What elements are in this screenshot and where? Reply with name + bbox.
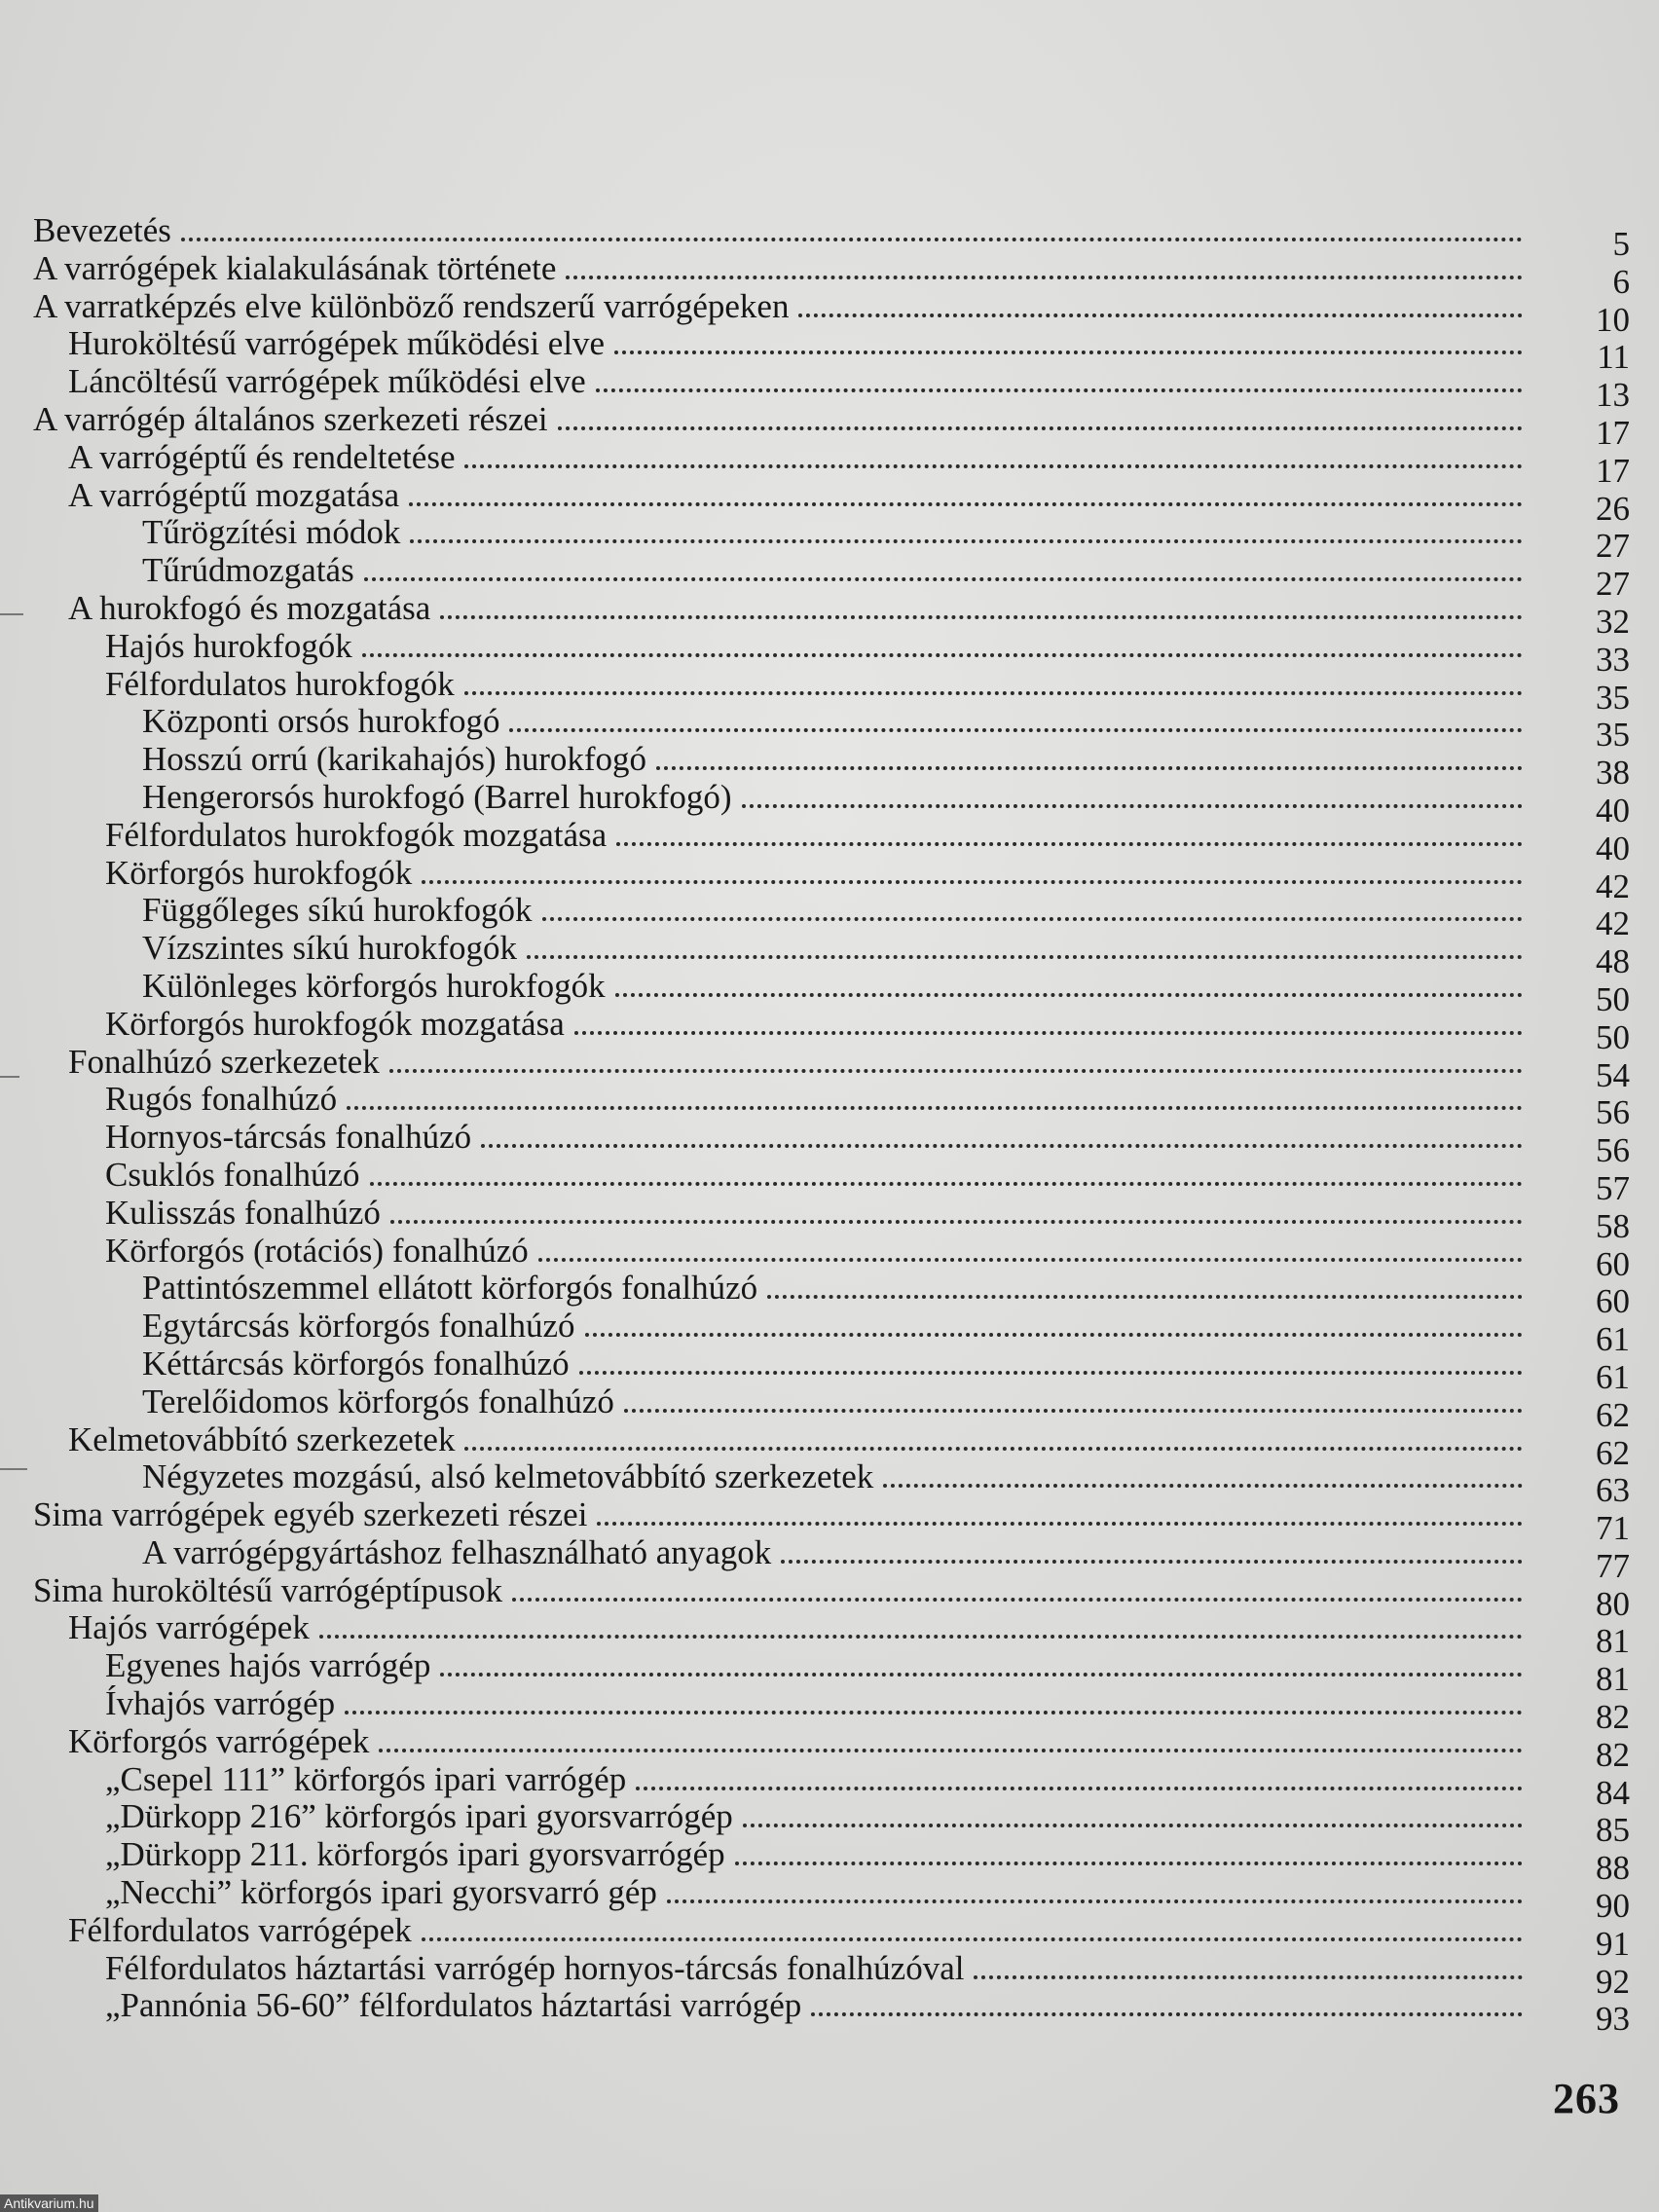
toc-entry-line: [142, 1308, 1523, 1346]
toc-entry: [33, 1231, 1630, 1283]
dot-leader: [781, 1534, 1523, 1564]
toc-entry: [33, 1986, 1630, 2039]
toc-entry-line: [105, 666, 1523, 704]
toc-entry: [33, 286, 1630, 339]
toc-entry-page: 6: [1612, 262, 1630, 301]
toc-entry-title: Különleges körforgós hurokfogók: [142, 966, 606, 1005]
dot-leader: [636, 1761, 1523, 1790]
toc-entry-page: 82: [1596, 1698, 1630, 1737]
toc-entry: [33, 891, 1630, 943]
toc-entry-page: 33: [1596, 640, 1630, 679]
toc-entry-line: [105, 855, 1523, 893]
dot-leader: [464, 1421, 1523, 1451]
toc-entry-line: [142, 892, 1523, 930]
toc-entry-title: Körforgós (rotációs) fonalhúzó: [105, 1231, 529, 1270]
toc-entry-line: [105, 817, 1523, 855]
dot-leader: [743, 1798, 1523, 1827]
dot-leader: [558, 401, 1523, 430]
toc-entry: [33, 1004, 1630, 1056]
toc-entry: [33, 1873, 1630, 1926]
toc-entry-page: 90: [1596, 1887, 1630, 1926]
dot-leader: [464, 666, 1523, 695]
toc-entry: [33, 740, 1630, 793]
table-of-contents: [33, 211, 1630, 2039]
margin-mark: [0, 613, 23, 615]
toc-entry-title: „Dürkopp 211. körforgós ipari gyorsvarrógép: [105, 1835, 725, 1874]
toc-entry-title: Hajós varrógépek: [68, 1608, 310, 1647]
toc-entry-line: [142, 1346, 1523, 1383]
toc-entry: [33, 1269, 1630, 1321]
toc-entry-title: „Csepel 111” körforgós ipari varrógép: [105, 1759, 627, 1798]
toc-entry-line: [33, 401, 1523, 439]
toc-entry-page: 35: [1596, 716, 1630, 755]
toc-entry-page: 77: [1596, 1546, 1630, 1585]
toc-entry-title: Tűrúdmozgatás: [142, 551, 354, 590]
dot-leader: [512, 1572, 1523, 1602]
toc-entry-page: 63: [1596, 1471, 1630, 1510]
dot-leader: [364, 552, 1523, 581]
toc-entry-line: [142, 514, 1523, 552]
toc-entry: [33, 399, 1630, 452]
toc-entry-line: [68, 1421, 1523, 1459]
toc-entry-line: [142, 1270, 1523, 1308]
toc-entry-title: Egytárcsás körforgós fonalhúzó: [142, 1307, 575, 1346]
toc-entry-line: [33, 288, 1523, 326]
dot-leader: [181, 212, 1523, 241]
toc-entry-line: [142, 1458, 1523, 1496]
toc-entry: [33, 248, 1630, 301]
dot-leader: [422, 1912, 1523, 1941]
dot-leader: [422, 855, 1523, 884]
toc-entry-page: 38: [1596, 754, 1630, 793]
toc-entry-page: 62: [1596, 1433, 1630, 1472]
toc-entry-title: Ívhajós varrógép: [105, 1684, 336, 1723]
toc-entry-page: 40: [1596, 791, 1630, 830]
toc-entry-page: 5: [1612, 225, 1630, 263]
toc-entry-page: 26: [1596, 489, 1630, 528]
toc-entry-page: 11: [1597, 338, 1630, 377]
toc-entry-line: [142, 930, 1523, 968]
toc-entry-line: [105, 1987, 1523, 2025]
toc-entry-line: [142, 703, 1523, 741]
toc-entry-line: [105, 1006, 1523, 1044]
toc-entry-title: Tűrögzítési módok: [142, 513, 401, 552]
toc-entry-page: 13: [1596, 376, 1630, 415]
watermark: Antikvarium.hu: [0, 2194, 98, 2212]
dot-leader: [615, 968, 1523, 997]
toc-entry-line: [105, 1647, 1523, 1685]
toc-entry-title: Fonalhúzó szerkezetek: [68, 1042, 380, 1081]
toc-entry-page: 56: [1596, 1093, 1630, 1132]
dot-leader: [362, 628, 1523, 657]
toc-entry-page: 32: [1596, 602, 1630, 641]
toc-entry-page: 82: [1596, 1735, 1630, 1774]
toc-entry: [33, 1797, 1630, 1850]
toc-entry-page: 40: [1596, 829, 1630, 867]
toc-entry: [33, 1721, 1630, 1774]
toc-entry: [33, 1457, 1630, 1510]
toc-entry-line: [142, 1383, 1523, 1421]
toc-entry-title: Központi orsós hurokfogó: [142, 702, 500, 741]
toc-entry-page: 81: [1596, 1660, 1630, 1699]
toc-entry: [33, 626, 1630, 679]
toc-entry: [33, 1910, 1630, 1963]
toc-entry-page: 50: [1596, 979, 1630, 1018]
toc-entry: [33, 513, 1630, 566]
toc-entry-page: 58: [1596, 1206, 1630, 1245]
toc-entry: [33, 437, 1630, 490]
toc-entry-title: Huroköltésű varrógépek működési elve: [68, 324, 606, 363]
dot-leader: [974, 1950, 1523, 1979]
toc-entry: [33, 1080, 1630, 1132]
toc-entry-line: [68, 325, 1523, 363]
toc-entry: [33, 1155, 1630, 1207]
toc-entry-title: Láncöltésű varrógépek működési elve: [68, 362, 586, 401]
toc-entry-page: 60: [1596, 1244, 1630, 1283]
toc-entry-page: 61: [1596, 1357, 1630, 1396]
toc-entry-title: A varratképzés elve különböző rendszerű varrógépeken: [33, 286, 790, 325]
toc-entry: [33, 324, 1630, 377]
dot-leader: [527, 930, 1523, 959]
toc-entry-title: Hengerorsós hurokfogó (Barrel hurokfogó): [142, 777, 732, 816]
toc-entry: [33, 211, 1630, 263]
dot-leader: [811, 1987, 1523, 2016]
toc-entry-title: A varrógép általános szerkezeti részei: [33, 399, 548, 438]
toc-entry-line: [33, 212, 1523, 250]
toc-entry-title: Sima varrógépek egyéb szerkezeti részei: [33, 1495, 588, 1534]
toc-entry: [33, 551, 1630, 604]
toc-entry-page: 60: [1596, 1282, 1630, 1321]
toc-entry-line: [68, 1609, 1523, 1647]
toc-entry: [33, 815, 1630, 867]
toc-entry: [33, 1193, 1630, 1245]
toc-entry-page: 81: [1596, 1622, 1630, 1661]
toc-entry: [33, 929, 1630, 981]
toc-entry: [33, 1532, 1630, 1585]
toc-entry-line: [68, 439, 1523, 477]
toc-entry-page: 48: [1596, 942, 1630, 981]
toc-entry-title: A varrógéptű mozgatása: [68, 475, 400, 514]
toc-entry-title: Sima huroköltésű varrógéptípusok: [33, 1570, 503, 1609]
dot-leader: [390, 1195, 1523, 1224]
toc-entry-line: [68, 590, 1523, 628]
toc-entry-page: 92: [1596, 1962, 1630, 2001]
toc-entry-page: 91: [1596, 1924, 1630, 1963]
toc-entry-title: Egyenes hajós varrógép: [105, 1646, 431, 1685]
toc-entry-line: [105, 1119, 1523, 1157]
toc-entry-line: [142, 1534, 1523, 1572]
toc-entry-title: A varrógéptű és rendeltetése: [68, 437, 456, 476]
toc-entry-page: 35: [1596, 678, 1630, 717]
toc-entry: [33, 1759, 1630, 1812]
toc-entry-title: Terelőidomos körforgós fonalhúzó: [142, 1382, 614, 1420]
toc-entry-line: [105, 628, 1523, 666]
toc-entry-page: 71: [1596, 1509, 1630, 1548]
toc-entry: [33, 966, 1630, 1018]
toc-entry-line: [105, 1195, 1523, 1233]
toc-entry-line: [105, 1081, 1523, 1119]
page-number: 263: [1553, 2075, 1620, 2122]
toc-entry-title: Kelmetovábbító szerkezetek: [68, 1419, 456, 1458]
dot-leader: [735, 1836, 1523, 1865]
toc-entry-title: Hornyos-tárcsás fonalhúzó: [105, 1118, 472, 1157]
toc-entry: [33, 1419, 1630, 1472]
toc-entry-page: 42: [1596, 904, 1630, 943]
toc-entry-title: Vízszintes síkú hurokfogók: [142, 929, 517, 968]
toc-entry-title: A hurokfogó és mozgatása: [68, 588, 431, 627]
toc-entry-title: „Dürkopp 216” körforgós ipari gyorsvarrógép: [105, 1797, 733, 1836]
dot-leader: [656, 741, 1523, 770]
dot-leader: [347, 1081, 1523, 1110]
toc-entry: [33, 588, 1630, 641]
toc-entry-page: 27: [1596, 527, 1630, 566]
toc-entry: [33, 1608, 1630, 1661]
toc-entry-line: [105, 1950, 1523, 1988]
toc-entry-page: 10: [1596, 300, 1630, 339]
toc-entry-title: Körforgós varrógépek: [68, 1721, 370, 1760]
toc-entry: [33, 664, 1630, 717]
toc-entry-title: Félfordulatos hurokfogók mozgatása: [105, 815, 608, 854]
toc-entry-title: „Pannónia 56-60” félfordulatos háztartási varrógép: [105, 1986, 802, 2025]
toc-entry: [33, 1307, 1630, 1359]
toc-entry-page: 88: [1596, 1849, 1630, 1888]
dot-leader: [667, 1874, 1523, 1903]
toc-entry-page: 85: [1596, 1811, 1630, 1850]
toc-entry-page: 61: [1596, 1320, 1630, 1359]
toc-entry-line: [142, 779, 1523, 817]
toc-entry-line: [105, 1836, 1523, 1874]
toc-entry: [33, 1495, 1630, 1548]
toc-entry-line: [33, 1572, 1523, 1610]
toc-entry-title: A varrógépgyártáshoz felhasználható anyagok: [142, 1532, 772, 1571]
toc-entry-page: 93: [1596, 2000, 1630, 2039]
toc-entry-line: [68, 1912, 1523, 1950]
toc-entry-page: 27: [1596, 565, 1630, 604]
dot-leader: [319, 1609, 1523, 1639]
toc-entry-line: [105, 1157, 1523, 1195]
toc-entry-title: Félfordulatos varrógépek: [68, 1910, 412, 1949]
toc-entry-title: Körforgós hurokfogók: [105, 853, 413, 892]
dot-leader: [409, 477, 1523, 506]
dot-leader: [596, 363, 1523, 392]
toc-entry-line: [105, 1685, 1523, 1723]
toc-entry: [33, 1684, 1630, 1737]
toc-entry-line: [142, 741, 1523, 779]
toc-entry-page: 17: [1596, 451, 1630, 490]
dot-leader: [542, 892, 1523, 921]
dot-leader: [481, 1119, 1523, 1148]
toc-entry-page: 42: [1596, 866, 1630, 905]
dot-leader: [579, 1346, 1523, 1375]
toc-entry-line: [105, 1233, 1523, 1271]
toc-entry-page: 62: [1596, 1395, 1630, 1434]
dot-leader: [410, 514, 1523, 543]
dot-leader: [574, 1006, 1523, 1035]
toc-entry: [33, 702, 1630, 755]
dot-leader: [597, 1496, 1523, 1526]
toc-entry: [33, 1646, 1630, 1699]
toc-entry: [33, 1570, 1630, 1623]
dot-leader: [379, 1723, 1523, 1752]
toc-entry-line: [33, 1496, 1523, 1534]
dot-leader: [440, 590, 1523, 619]
toc-entry-line: [68, 477, 1523, 515]
toc-entry-line: [142, 968, 1523, 1006]
dot-leader: [585, 1308, 1523, 1337]
margin-mark: [0, 1468, 27, 1470]
toc-entry-page: 17: [1596, 413, 1630, 452]
toc-entry-title: Kulisszás fonalhúzó: [105, 1193, 381, 1232]
dot-leader: [370, 1157, 1523, 1186]
toc-entry-title: Négyzetes mozgású, alsó kelmetovábbító szerkezetek: [142, 1457, 874, 1496]
toc-entry-title: Hosszú orrú (karikahajós) hurokfogó: [142, 740, 647, 779]
toc-entry: [33, 1948, 1630, 2001]
toc-entry-line: [142, 552, 1523, 590]
dot-leader: [464, 439, 1523, 468]
toc-entry: [33, 1382, 1630, 1434]
toc-entry-title: Pattintószemmel ellátott körforgós fonalhúzó: [142, 1269, 758, 1308]
toc-entry-title: Félfordulatos háztartási varrógép hornyos-tárcsás fonalhúzóval: [105, 1948, 965, 1987]
toc-entry-title: Félfordulatos hurokfogók: [105, 664, 455, 703]
toc-entry-line: [105, 1874, 1523, 1912]
toc-entry-title: Csuklós fonalhúzó: [105, 1155, 360, 1194]
toc-entry-page: 57: [1596, 1168, 1630, 1207]
toc-entry: [33, 1118, 1630, 1170]
toc-entry: [33, 475, 1630, 528]
toc-entry-line: [68, 1044, 1523, 1082]
toc-entry-line: [33, 250, 1523, 288]
toc-entry-page: 50: [1596, 1017, 1630, 1056]
toc-entry-line: [68, 363, 1523, 401]
dot-leader: [566, 250, 1523, 279]
toc-entry: [33, 1344, 1630, 1396]
dot-leader: [509, 703, 1523, 732]
toc-entry-page: 54: [1596, 1055, 1630, 1094]
margin-mark: [0, 1076, 19, 1078]
toc-entry-line: [105, 1798, 1523, 1836]
dot-leader: [624, 1383, 1523, 1413]
toc-entry-title: Függőleges síkú hurokfogók: [142, 891, 533, 930]
toc-entry: [33, 853, 1630, 905]
toc-entry-title: Körforgós hurokfogók mozgatása: [105, 1004, 565, 1043]
dot-leader: [440, 1647, 1523, 1677]
toc-entry-title: Rugós fonalhúzó: [105, 1080, 338, 1119]
dot-leader: [345, 1685, 1523, 1714]
toc-entry-title: Hajós hurokfogók: [105, 626, 352, 665]
toc-entry-page: 84: [1596, 1773, 1630, 1812]
dot-leader: [616, 817, 1523, 846]
toc-entry-line: [105, 1761, 1523, 1799]
dot-leader: [389, 1044, 1523, 1073]
toc-entry-line: [68, 1723, 1523, 1761]
toc-entry: [33, 1042, 1630, 1094]
toc-entry-title: A varrógépek kialakulásának története: [33, 248, 557, 287]
toc-entry: [33, 1835, 1630, 1888]
toc-entry-page: 56: [1596, 1131, 1630, 1170]
toc-entry-title: Kéttárcsás körforgós fonalhúzó: [142, 1344, 570, 1382]
dot-leader: [538, 1233, 1523, 1262]
dot-leader: [798, 288, 1523, 317]
toc-entry: [33, 777, 1630, 830]
toc-entry-page: 80: [1596, 1584, 1630, 1623]
dot-leader: [767, 1270, 1523, 1299]
dot-leader: [883, 1458, 1523, 1488]
dot-leader: [742, 779, 1523, 808]
toc-entry: [33, 362, 1630, 415]
toc-entry-title: Bevezetés: [33, 211, 171, 249]
dot-leader: [614, 325, 1523, 354]
toc-entry-title: „Necchi” körforgós ipari gyorsvarró gép: [105, 1873, 657, 1912]
